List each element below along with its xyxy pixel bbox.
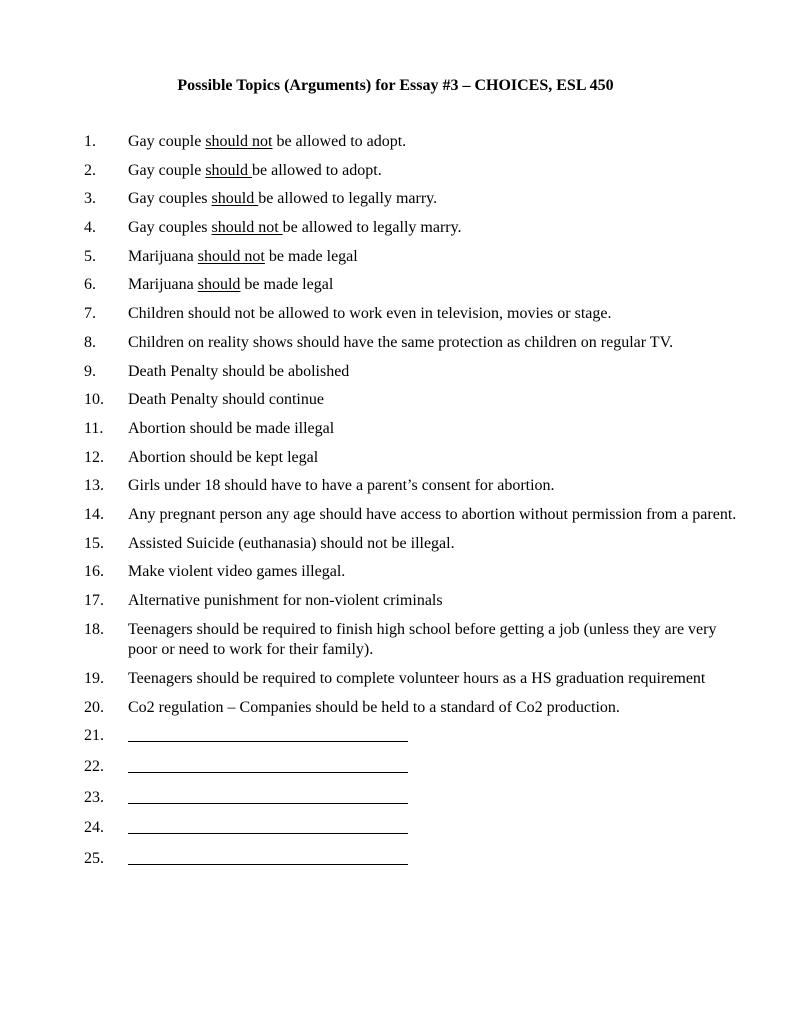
topic-text [128, 218, 738, 239]
topic-text [128, 275, 738, 296]
topic-text [128, 189, 738, 210]
blank-topic-item [0, 818, 791, 841]
topic-text [128, 505, 738, 526]
topic-text [128, 757, 738, 780]
topic-text [128, 390, 738, 411]
blank-line [128, 849, 408, 865]
topic-number: 11. [84, 419, 104, 437]
topic-text [128, 161, 738, 182]
topic-text [128, 419, 738, 440]
text-segment: Death Penalty should continue [128, 391, 324, 409]
topic-number: 4. [84, 219, 96, 237]
text-segment: Death Penalty should be abolished [128, 362, 350, 380]
topic-text [128, 132, 738, 153]
underlined-phrase: should [205, 161, 252, 179]
underlined-phrase: should not [197, 247, 265, 265]
topic-number: 13. [84, 477, 104, 495]
text-segment: be allowed to legally marry. [258, 190, 438, 208]
document-title: Possible Topics (Arguments) for Essay #3 – CHOICES, ESL 450 [177, 77, 614, 94]
topic-item [0, 247, 791, 268]
blank-topic-item [0, 726, 791, 749]
topic-number: 18. [84, 620, 104, 638]
topic-number: 1. [84, 133, 96, 150]
blank-line [128, 726, 408, 742]
topic-item [0, 620, 791, 661]
topic-text [128, 698, 738, 719]
topic-number: 22. [84, 757, 104, 775]
text-segment: be made legal [240, 276, 334, 294]
underlined-phrase: should [197, 276, 241, 294]
text-segment: Abortion should be kept legal [128, 448, 319, 466]
text-segment: Make violent video games illegal. [128, 563, 346, 581]
topic-item [0, 562, 791, 583]
topic-item [0, 218, 791, 239]
topic-item [0, 505, 791, 526]
blank-topic-item [0, 788, 791, 811]
text-segment: be allowed to legally marry. [282, 219, 462, 237]
topic-item [0, 304, 791, 325]
blank-topic-item [0, 849, 791, 872]
topic-number: 25. [84, 850, 104, 867]
topic-text [128, 304, 738, 325]
topic-number: 16. [84, 563, 104, 581]
topic-text [128, 333, 738, 354]
topic-number: 5. [84, 247, 96, 265]
topic-text [128, 362, 738, 383]
topic-list [0, 132, 791, 880]
underlined-phrase: should [211, 190, 259, 208]
text-segment: Any pregnant person any age should have access to abortion without permission from a parent. [128, 505, 737, 523]
text-segment: Assisted Suicide (euthanasia) should not be illegal. [128, 534, 455, 552]
text-segment: Marijuana [128, 276, 198, 294]
topic-item [0, 161, 791, 182]
topic-item [0, 698, 791, 719]
topic-item [0, 189, 791, 210]
blank-line [128, 818, 408, 834]
topic-text [128, 591, 738, 612]
text-segment: Teenagers should be required to finish high school before getting a job (unless they are very poor or need to work for their family). [128, 620, 717, 659]
topic-number: 14. [84, 505, 104, 523]
blank-line [128, 757, 408, 773]
topic-text [128, 620, 738, 661]
topic-text [128, 247, 738, 268]
topic-number: 15. [84, 534, 104, 552]
topic-number: 10. [84, 391, 104, 409]
text-segment: Abortion should be made illegal [128, 419, 335, 437]
text-segment: Children on reality shows should have the same protection as children on regular TV. [128, 333, 674, 351]
blank-topic-item [0, 757, 791, 780]
underlined-phrase: should not [205, 133, 273, 150]
topic-text [128, 818, 738, 841]
text-segment: Co2 regulation – Companies should be held to a standard of Co2 production. [128, 698, 620, 716]
text-segment: Girls under 18 should have to have a parent’s consent for abortion. [128, 477, 555, 495]
topic-item [0, 534, 791, 555]
topic-text [128, 448, 738, 469]
topic-text [128, 476, 738, 497]
topic-item [0, 448, 791, 469]
topic-item [0, 333, 791, 354]
topic-item [0, 390, 791, 411]
text-segment: be allowed to adopt. [251, 161, 382, 179]
topic-item [0, 362, 791, 383]
topic-item [0, 476, 791, 497]
topic-number: 2. [84, 161, 96, 179]
topic-text [128, 562, 738, 583]
text-segment: Gay couple [128, 133, 206, 150]
text-segment: Alternative punishment for non-violent criminals [128, 592, 443, 609]
topic-number: 24. [84, 819, 104, 837]
topic-item [0, 669, 791, 690]
topic-item [0, 419, 791, 440]
text-segment: be made legal [264, 247, 358, 265]
topic-text [128, 534, 738, 555]
text-segment: Gay couple [128, 161, 206, 179]
topic-number: 20. [84, 698, 104, 716]
topic-number: 21. [84, 727, 104, 745]
topic-number: 23. [84, 788, 104, 806]
text-segment: Teenagers should be required to complete volunteer hours as a HS graduation requirement [128, 669, 706, 687]
topic-number: 12. [84, 448, 104, 466]
text-segment: be allowed to adopt. [272, 133, 407, 150]
topic-text [128, 849, 738, 872]
topic-item [0, 132, 791, 153]
blank-line [128, 788, 408, 804]
topic-number: 3. [84, 190, 96, 208]
topic-number: 19. [84, 669, 104, 687]
text-segment: Children should not be allowed to work even in television, movies or stage. [128, 305, 612, 323]
topic-number: 8. [84, 333, 96, 351]
topic-text [128, 726, 738, 749]
text-segment: Gay couples [128, 219, 212, 237]
topic-number: 6. [84, 276, 96, 294]
text-segment: Gay couples [128, 190, 212, 208]
topic-text [128, 788, 738, 811]
underlined-phrase: should not [211, 219, 283, 237]
topic-number: 7. [84, 305, 96, 323]
topic-item [0, 275, 791, 296]
topic-text [128, 669, 738, 690]
text-segment: Marijuana [128, 247, 198, 265]
topic-number: 9. [84, 362, 96, 380]
topic-item [0, 591, 791, 612]
topic-number: 17. [84, 592, 104, 609]
